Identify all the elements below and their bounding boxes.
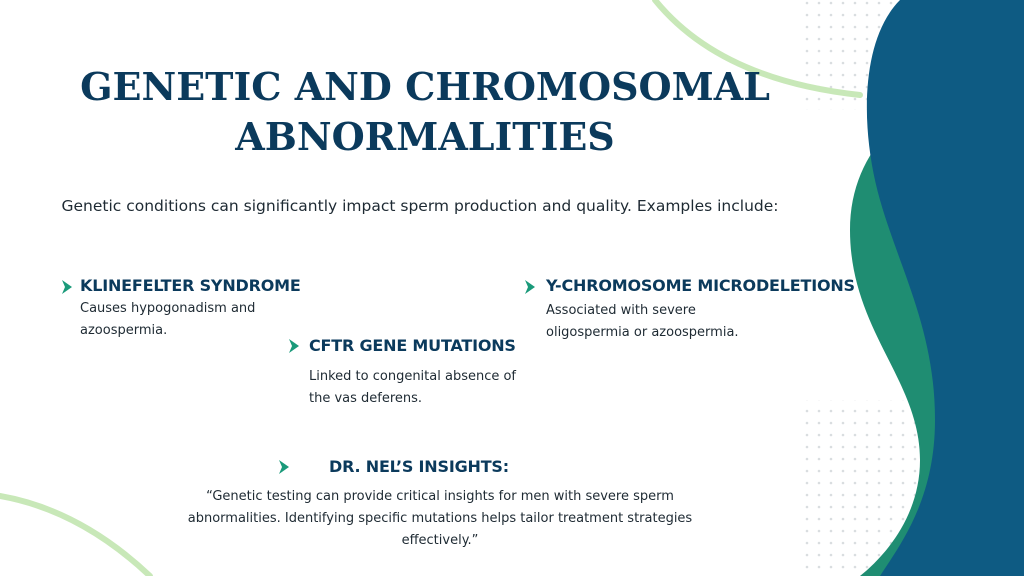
item-body: Linked to congenital absence of the vas deferens. [309, 369, 517, 406]
chevron-right-icon [287, 338, 301, 354]
chevron-right-icon [523, 279, 537, 295]
chevron-right-icon [277, 459, 291, 475]
page-title: GENETIC AND CHROMOSOMAL ABNORMALITIES [80, 64, 770, 159]
item-heading: CFTR GENE MUTATIONS [309, 336, 516, 355]
item-heading: Y-CHROMOSOME MICRODELETIONS [546, 276, 855, 295]
insights-heading: DR. NEL’S INSIGHTS: [329, 457, 509, 476]
item-body: Causes hypogonadism and azoospermia. [80, 301, 256, 338]
item-body: Associated with severe oligospermia or azoospermia. [546, 303, 739, 340]
green-arc-bottom [0, 496, 150, 576]
item-heading: KLINEFELTER SYNDROME [80, 276, 301, 295]
intro-text: Genetic conditions can significantly impact sperm production and quality. Examples include: [61, 197, 779, 215]
chevron-right-icon [60, 279, 74, 295]
insights-quote: “Genetic testing can provide critical insights for men with severe sperm abnormalities. Identifying specific mutations helps tailor treatment strategies effectively.” [187, 489, 693, 548]
